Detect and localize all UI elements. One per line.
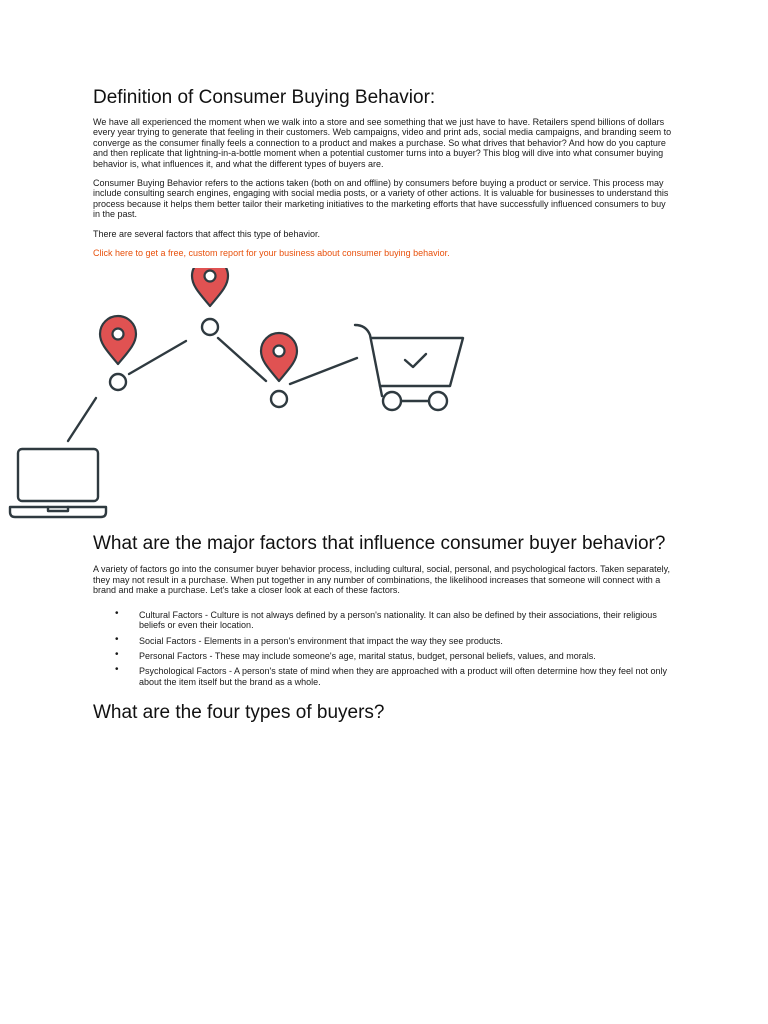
map-pin-icon bbox=[261, 333, 297, 381]
list-item-text: Psychological Factors - A person's state of mind when they are approached with a product will often determine how they feel not only about the item itself but the brand as a whole. bbox=[139, 666, 668, 687]
journey-path-4 bbox=[290, 358, 357, 384]
document-page bbox=[93, 86, 673, 733]
factors-list bbox=[93, 607, 673, 687]
waypoint-circle-1 bbox=[110, 374, 126, 390]
bullet-icon: • bbox=[115, 633, 119, 645]
list-item-text: Cultural Factors - Culture is not always defined by a person's nationality. It can also be defined by their associations, their religious beliefs or even their location. bbox=[139, 609, 657, 631]
waypoint-circle-3 bbox=[271, 391, 287, 407]
buyer-journey-illustration bbox=[0, 268, 580, 530]
list-item bbox=[115, 648, 673, 661]
list-item-text: Personal Factors - These may include someone's age, marital status, budget, personal beliefs, values, and morals. bbox=[139, 650, 596, 661]
shopping-cart-icon bbox=[355, 325, 463, 410]
laptop-icon bbox=[10, 449, 106, 517]
buyer-journey-graphic bbox=[0, 268, 580, 530]
list-item bbox=[115, 607, 673, 631]
checkmark-icon bbox=[405, 354, 426, 367]
buyer-types-heading: What are the four types of buyers? bbox=[93, 702, 385, 724]
factors-heading: What are the major factors that influence consumer buyer behavior? bbox=[93, 533, 666, 555]
list-item bbox=[115, 666, 673, 687]
waypoint-circle-2 bbox=[202, 319, 218, 335]
list-item-text: Social Factors - Elements in a person's environment that impact the way they see products. bbox=[139, 635, 503, 646]
intro-paragraph: We have all experienced the moment when we walk into a store and see something that we just have to have. Retailers spend billions of dollars every year trying to generate that feeling in their customers. Web campaigns, video and print ads, social media campaigns, and branding seem to converge as the consumer finally feels a connection to a product and makes a purchase. So what drives that behavior? And how do you capture and then replicate that lightning-in-a-bottle moment when a potential customer turns into a buyer? This blog will dive into what consumer buying behavior is, what influences it, and what the different types of buyers are. bbox=[93, 117, 672, 169]
page-title: Definition of Consumer Buying Behavior: bbox=[93, 87, 436, 108]
factors-paragraph: A variety of factors go into the consumer buyer behavior process, including cultural, social, personal, and psychological factors. Taken separately, they may not result in a purchase. When put together in any number of combinations, the likelihood increases that someone will connect with a brand and make a purchase. Let's take a closer look at each of these factors. bbox=[93, 564, 670, 596]
list-item bbox=[115, 633, 673, 646]
map-pin-icon bbox=[100, 316, 136, 364]
custom-report-link[interactable]: Click here to get a free, custom report for your business about consumer buying behavior. bbox=[93, 248, 450, 259]
definition-paragraph: Consumer Buying Behavior refers to the actions taken (both on and offline) by consumers before buying a product or service. This process may include consulting search engines, engaging with social media posts, or a variety of other actions. It is valuable for businesses to understand this process because it helps them better tailor their marketing initiatives to the marketing efforts that have successfully influenced consumers to buy in the past. bbox=[93, 178, 669, 220]
bullet-icon: • bbox=[115, 607, 119, 619]
journey-path-1 bbox=[68, 398, 96, 441]
bullet-icon: • bbox=[115, 664, 119, 676]
factors-intro-paragraph: There are several factors that affect this type of behavior. bbox=[93, 228, 320, 239]
bullet-icon: • bbox=[115, 648, 119, 660]
map-pin-icon bbox=[192, 268, 228, 306]
journey-path-2 bbox=[129, 341, 186, 374]
journey-path-3 bbox=[218, 338, 266, 381]
